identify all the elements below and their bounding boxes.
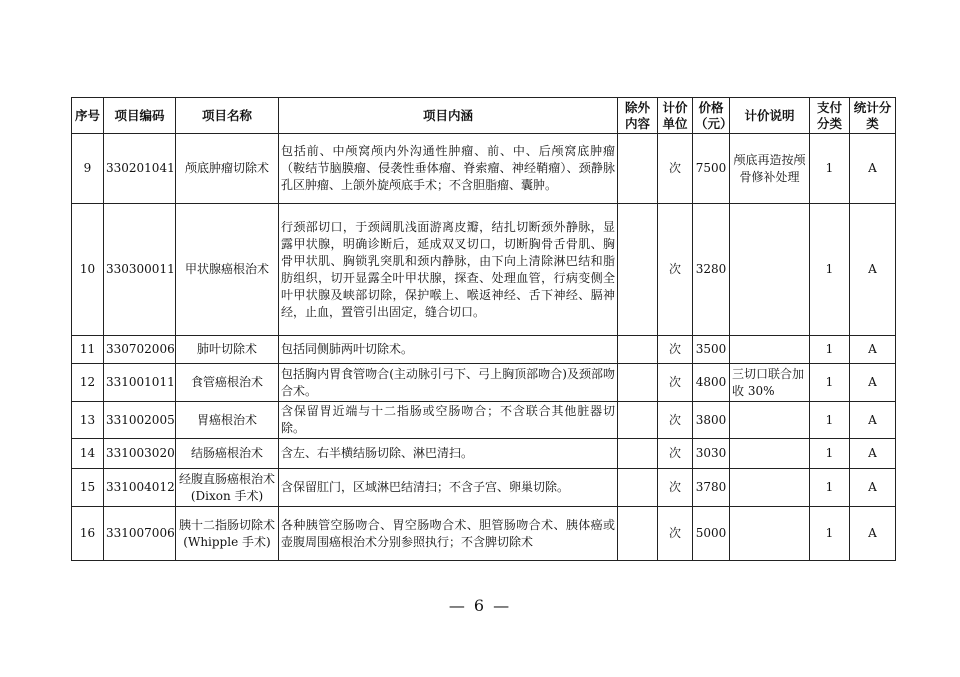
pricing-note bbox=[730, 439, 810, 469]
price: 3780 bbox=[693, 469, 730, 507]
pricing-unit: 次 bbox=[658, 439, 693, 469]
price: 3500 bbox=[693, 336, 730, 364]
table-row bbox=[72, 439, 896, 469]
header-cell: 除外内容 bbox=[618, 98, 658, 134]
price: 4800 bbox=[693, 364, 730, 402]
table-row bbox=[72, 204, 896, 336]
header-cell: 统计分类 bbox=[850, 98, 896, 134]
pricing-note bbox=[730, 469, 810, 507]
row-number: 10 bbox=[72, 204, 104, 336]
item-content: 各种胰管空肠吻合、胃空肠吻合术、胆管肠吻合术、胰体癌或壶腹周围癌根治术分别参照执行；不含脾切除术 bbox=[279, 507, 618, 561]
item-name: 颅底肿瘤切除术 bbox=[176, 134, 279, 204]
item-content: 包括同侧肺两叶切除术。 bbox=[279, 336, 618, 364]
exclude-content bbox=[618, 204, 658, 336]
item-content: 含保留胃近端与十二指肠或空肠吻合；不含联合其他脏器切除。 bbox=[279, 402, 618, 439]
item-content: 行颈部切口，于颈阔肌浅面游离皮瓣，结扎切断颈外静脉，显露甲状腺，明确诊断后，延成双叉切口，切断胸骨舌骨肌、胸骨甲状肌、胸锁乳突肌和颈内静脉，由下向上清除淋巴结和脂肪组织，切开显露全叶甲状腺，探查、处理血管，行病变侧全叶甲状腺及峡部切除，保护喉上、喉返神经、舌下神经、膈神经，止血，置管引出固定，缝合切口。 bbox=[279, 204, 618, 336]
price: 5000 bbox=[693, 507, 730, 561]
item-name: 经腹直肠癌根治术(Dixon 手术) bbox=[176, 469, 279, 507]
payment-class: 1 bbox=[810, 469, 850, 507]
exclude-content bbox=[618, 336, 658, 364]
price: 3280 bbox=[693, 204, 730, 336]
item-name: 结肠癌根治术 bbox=[176, 439, 279, 469]
payment-class: 1 bbox=[810, 336, 850, 364]
stat-class: A bbox=[850, 439, 896, 469]
stat-class: A bbox=[850, 469, 896, 507]
header-cell: 支付分类 bbox=[810, 98, 850, 134]
item-code: 331003020 bbox=[104, 439, 176, 469]
pricing-unit: 次 bbox=[658, 469, 693, 507]
pricing-unit: 次 bbox=[658, 336, 693, 364]
pricing-note bbox=[730, 204, 810, 336]
header-cell: 项目编码 bbox=[104, 98, 176, 134]
item-code: 331004012 bbox=[104, 469, 176, 507]
exclude-content bbox=[618, 402, 658, 439]
header-cell: 计价单位 bbox=[658, 98, 693, 134]
exclude-content bbox=[618, 134, 658, 204]
pricing-unit: 次 bbox=[658, 134, 693, 204]
stat-class: A bbox=[850, 336, 896, 364]
payment-class: 1 bbox=[810, 402, 850, 439]
header-cell: 序号 bbox=[72, 98, 104, 134]
item-content: 包括胸内胃食管吻合(主动脉引弓下、弓上胸顶部吻合)及颈部吻合术。 bbox=[279, 364, 618, 402]
table-row bbox=[72, 134, 896, 204]
row-number: 16 bbox=[72, 507, 104, 561]
item-name: 甲状腺癌根治术 bbox=[176, 204, 279, 336]
item-code: 331002005 bbox=[104, 402, 176, 439]
stat-class: A bbox=[850, 364, 896, 402]
exclude-content bbox=[618, 439, 658, 469]
item-content: 含左、右半横结肠切除、淋巴清扫。 bbox=[279, 439, 618, 469]
pricing-unit: 次 bbox=[658, 507, 693, 561]
row-number: 13 bbox=[72, 402, 104, 439]
pricing-note bbox=[730, 336, 810, 364]
item-code: 331001011 bbox=[104, 364, 176, 402]
row-number: 12 bbox=[72, 364, 104, 402]
row-number: 15 bbox=[72, 469, 104, 507]
item-code: 330300011 bbox=[104, 204, 176, 336]
exclude-content bbox=[618, 364, 658, 402]
item-code: 331007006 bbox=[104, 507, 176, 561]
table-row bbox=[72, 402, 896, 439]
item-name: 食管癌根治术 bbox=[176, 364, 279, 402]
stat-class: A bbox=[850, 134, 896, 204]
stat-class: A bbox=[850, 507, 896, 561]
table-row bbox=[72, 507, 896, 561]
pricing-unit: 次 bbox=[658, 204, 693, 336]
header-cell: 价格（元） bbox=[693, 98, 730, 134]
row-number: 14 bbox=[72, 439, 104, 469]
item-content: 含保留肛门，区域淋巴结清扫；不含子宫、卵巢切除。 bbox=[279, 469, 618, 507]
payment-class: 1 bbox=[810, 134, 850, 204]
page-number: — 6 — bbox=[448, 596, 512, 615]
pricing-unit: 次 bbox=[658, 402, 693, 439]
item-name: 胃癌根治术 bbox=[176, 402, 279, 439]
price: 7500 bbox=[693, 134, 730, 204]
item-code: 330702006 bbox=[104, 336, 176, 364]
header-cell: 项目内涵 bbox=[279, 98, 618, 134]
payment-class: 1 bbox=[810, 507, 850, 561]
row-number: 11 bbox=[72, 336, 104, 364]
table-row bbox=[72, 469, 896, 507]
header-row bbox=[72, 98, 896, 134]
item-name: 肺叶切除术 bbox=[176, 336, 279, 364]
pricing-note bbox=[730, 402, 810, 439]
header-cell: 项目名称 bbox=[176, 98, 279, 134]
payment-class: 1 bbox=[810, 204, 850, 336]
price: 3800 bbox=[693, 402, 730, 439]
fee-table bbox=[71, 97, 896, 561]
table-row bbox=[72, 336, 896, 364]
row-number: 9 bbox=[72, 134, 104, 204]
pricing-note: 颅底再造按颅骨修补处理 bbox=[730, 134, 810, 204]
pricing-note bbox=[730, 507, 810, 561]
pricing-unit: 次 bbox=[658, 364, 693, 402]
exclude-content bbox=[618, 507, 658, 561]
price: 3030 bbox=[693, 439, 730, 469]
payment-class: 1 bbox=[810, 364, 850, 402]
stat-class: A bbox=[850, 402, 896, 439]
table-row bbox=[72, 364, 896, 402]
payment-class: 1 bbox=[810, 439, 850, 469]
item-code: 330201041 bbox=[104, 134, 176, 204]
item-name: 胰十二指肠切除术(Whipple 手术) bbox=[176, 507, 279, 561]
item-content: 包括前、中颅窝颅内外沟通性肿瘤、前、中、后颅窝底肿瘤（鞍结节脑膜瘤、侵袭性垂体瘤、脊索瘤、神经鞘瘤）、颈静脉孔区肿瘤、上颌外旋颅底手术；不含胆脂瘤、囊肿。 bbox=[279, 134, 618, 204]
stat-class: A bbox=[850, 204, 896, 336]
header-cell: 计价说明 bbox=[730, 98, 810, 134]
exclude-content bbox=[618, 469, 658, 507]
pricing-note: 三切口联合加收 30% bbox=[730, 364, 810, 402]
